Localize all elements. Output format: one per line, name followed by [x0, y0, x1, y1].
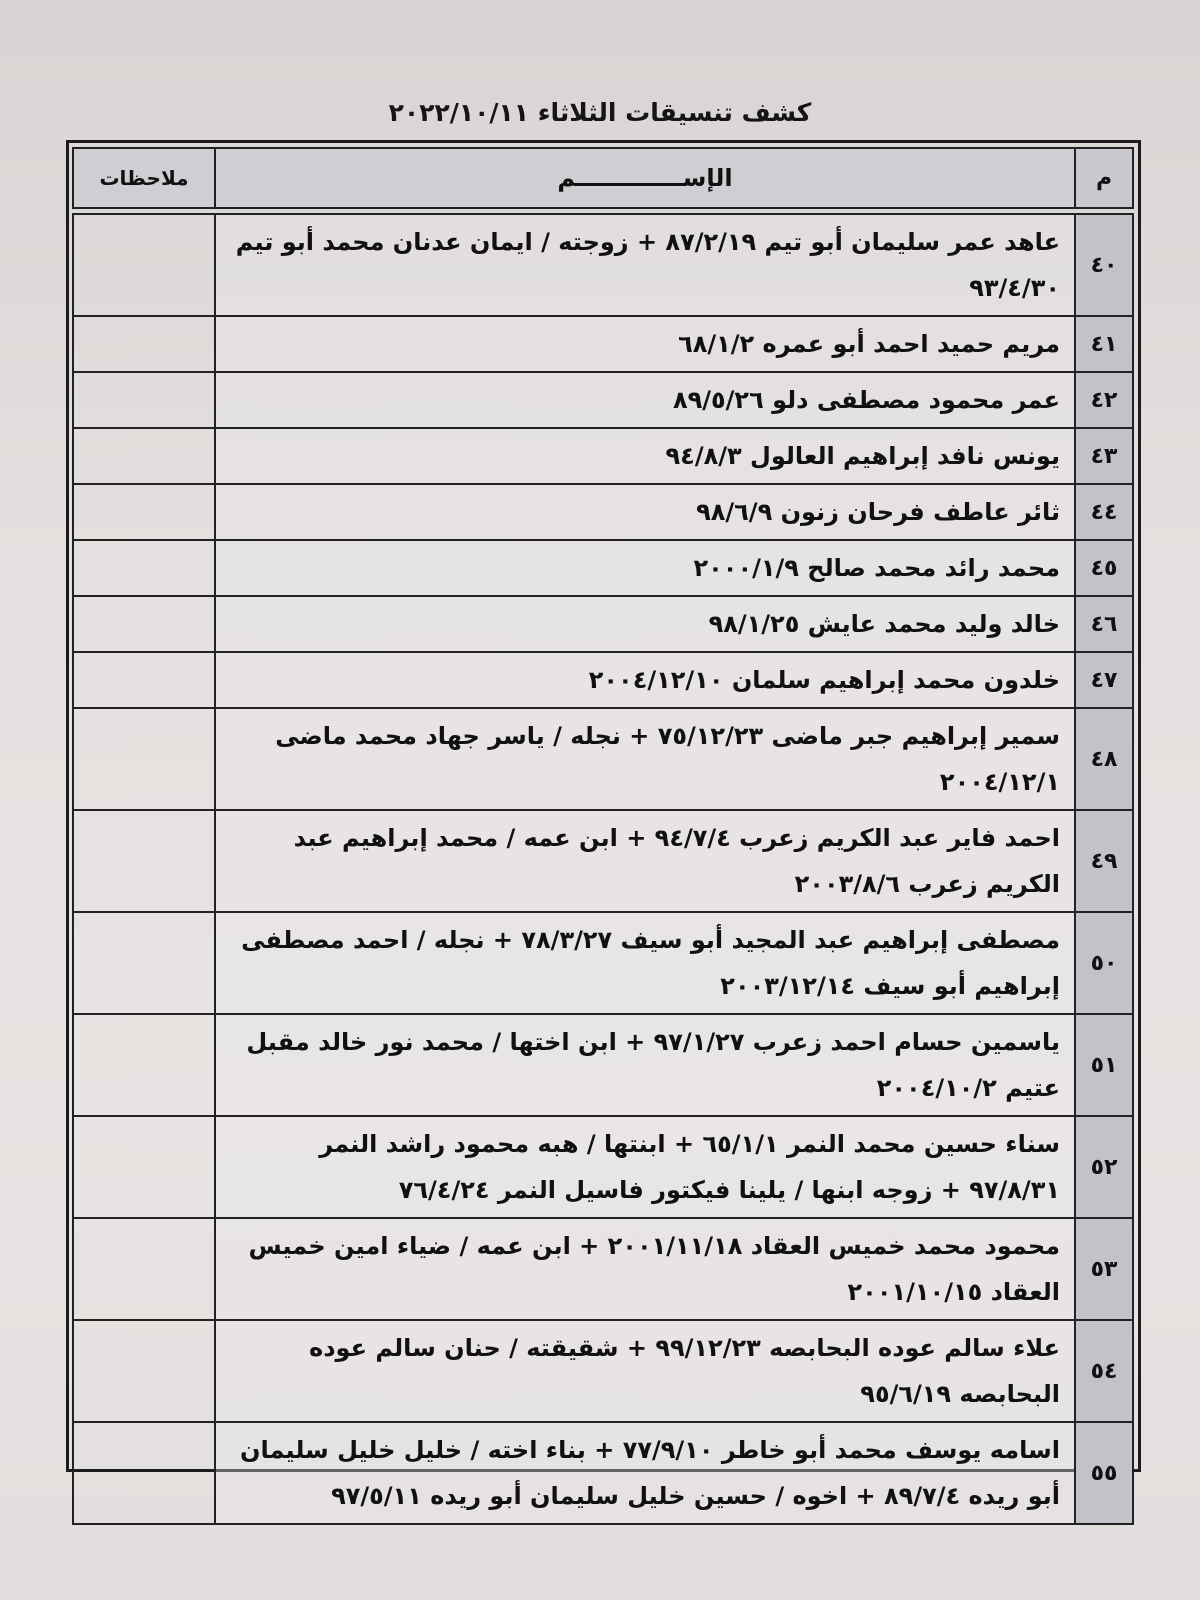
table-row: [73, 484, 1133, 540]
row-notes: [73, 484, 215, 540]
row-notes: [73, 652, 215, 708]
row-number: ٥٠: [1075, 912, 1133, 1014]
table-row: [73, 1422, 1133, 1524]
row-name: عاهد عمر سليمان أبو تيم ٨٧/٢/١٩ + زوجته / ايمان عدنان محمد أبو تيم ٩٣/٤/٣٠: [215, 214, 1075, 316]
row-notes: [73, 316, 215, 372]
table-row: [73, 372, 1133, 428]
table-row: [73, 214, 1133, 316]
row-notes: [73, 372, 215, 428]
row-notes: [73, 214, 215, 316]
row-number: ٤٠: [1075, 214, 1133, 316]
table-row: [73, 428, 1133, 484]
row-notes: [73, 1116, 215, 1218]
table-row: [73, 912, 1133, 1014]
row-name: ثائر عاطف فرحان زنون ٩٨/٦/٩: [215, 484, 1075, 540]
row-name: ياسمين حسام احمد زعرب ٩٧/١/٢٧ + ابن اختها / محمد نور خالد مقبل عتيم ٢٠٠٤/١٠/٢: [215, 1014, 1075, 1116]
row-notes: [73, 540, 215, 596]
row-notes: [73, 596, 215, 652]
row-name: يونس نافد إبراهيم العالول ٩٤/٨/٣: [215, 428, 1075, 484]
row-notes: [73, 1218, 215, 1320]
row-name: محمد رائد محمد صالح ٢٠٠٠/١/٩: [215, 540, 1075, 596]
row-name: عمر محمود مصطفى دلو ٨٩/٥/٢٦: [215, 372, 1075, 428]
row-number: ٥٥: [1075, 1422, 1133, 1524]
row-notes: [73, 810, 215, 912]
header-name: الإســـــــــــــم: [215, 148, 1075, 208]
row-number: ٤٥: [1075, 540, 1133, 596]
table-row: [73, 540, 1133, 596]
row-number: ٤٢: [1075, 372, 1133, 428]
table-row: [73, 1014, 1133, 1116]
row-number: ٥٤: [1075, 1320, 1133, 1422]
row-name: احمد فاير عبد الكريم زعرب ٩٤/٧/٤ + ابن عمه / محمد إبراهيم عبد الكريم زعرب ٢٠٠٣/٨/٦: [215, 810, 1075, 912]
table-row: [73, 1320, 1133, 1422]
row-notes: [73, 708, 215, 810]
table-row: [73, 1218, 1133, 1320]
page-title: كشف تنسيقات الثلاثاء ٢٠٢٢/١٠/١١: [388, 98, 812, 127]
row-number: ٤٨: [1075, 708, 1133, 810]
row-notes: [73, 1320, 215, 1422]
row-name: علاء سالم عوده البحابصه ٩٩/١٢/٢٣ + شقيقته / حنان سالم عوده البحابصه ٩٥/٦/١٩: [215, 1320, 1075, 1422]
table-row: [73, 810, 1133, 912]
header-number: م: [1075, 148, 1133, 208]
row-number: ٤٤: [1075, 484, 1133, 540]
row-number: ٥١: [1075, 1014, 1133, 1116]
row-notes: [73, 912, 215, 1014]
row-name: سمير إبراهيم جبر ماضى ٧٥/١٢/٢٣ + نجله / ياسر جهاد محمد ماضى ٢٠٠٤/١٢/١: [215, 708, 1075, 810]
row-name: خلدون محمد إبراهيم سلمان ٢٠٠٤/١٢/١٠: [215, 652, 1075, 708]
row-name: مصطفى إبراهيم عبد المجيد أبو سيف ٧٨/٣/٢٧ + نجله / احمد مصطفى إبراهيم أبو سيف ٢٠٠٣/١٢/١٤: [215, 912, 1075, 1014]
row-notes: [73, 1014, 215, 1116]
table-row: [73, 316, 1133, 372]
row-name: خالد وليد محمد عايش ٩٨/١/٢٥: [215, 596, 1075, 652]
row-number: ٤٣: [1075, 428, 1133, 484]
row-name: محمود محمد خميس العقاد ٢٠٠١/١١/١٨ + ابن عمه / ضياء امين خميس العقاد ٢٠٠١/١٠/١٥: [215, 1218, 1075, 1320]
table-body: [73, 214, 1133, 1524]
header-notes: ملاحظات: [73, 148, 215, 208]
table-header-row: [73, 148, 1133, 208]
row-name: مريم حميد احمد أبو عمره ٦٨/١/٢: [215, 316, 1075, 372]
table-row: [73, 1116, 1133, 1218]
row-number: ٤٩: [1075, 810, 1133, 912]
row-number: ٤٧: [1075, 652, 1133, 708]
table-row: [73, 652, 1133, 708]
table-row: [73, 596, 1133, 652]
row-number: ٤١: [1075, 316, 1133, 372]
names-table: [72, 147, 1134, 1525]
table-row: [73, 708, 1133, 810]
row-name: سناء حسين محمد النمر ٦٥/١/١ + ابنتها / هبه محمود راشد النمر ٩٧/٨/٣١ + زوجه ابنها / يلينا فيكتور فاسيل النمر ٧٦/٤/٢٤: [215, 1116, 1075, 1218]
row-number: ٤٦: [1075, 596, 1133, 652]
row-number: ٥٣: [1075, 1218, 1133, 1320]
row-notes: [73, 1422, 215, 1524]
row-name: اسامه يوسف محمد أبو خاطر ٧٧/٩/١٠ + بناء اخته / خليل خليل سليمان أبو ريده ٨٩/٧/٤ + اخوه / حسين خليل سليمان أبو ريده ٩٧/٥/١١: [215, 1422, 1075, 1524]
row-notes: [73, 428, 215, 484]
row-number: ٥٢: [1075, 1116, 1133, 1218]
